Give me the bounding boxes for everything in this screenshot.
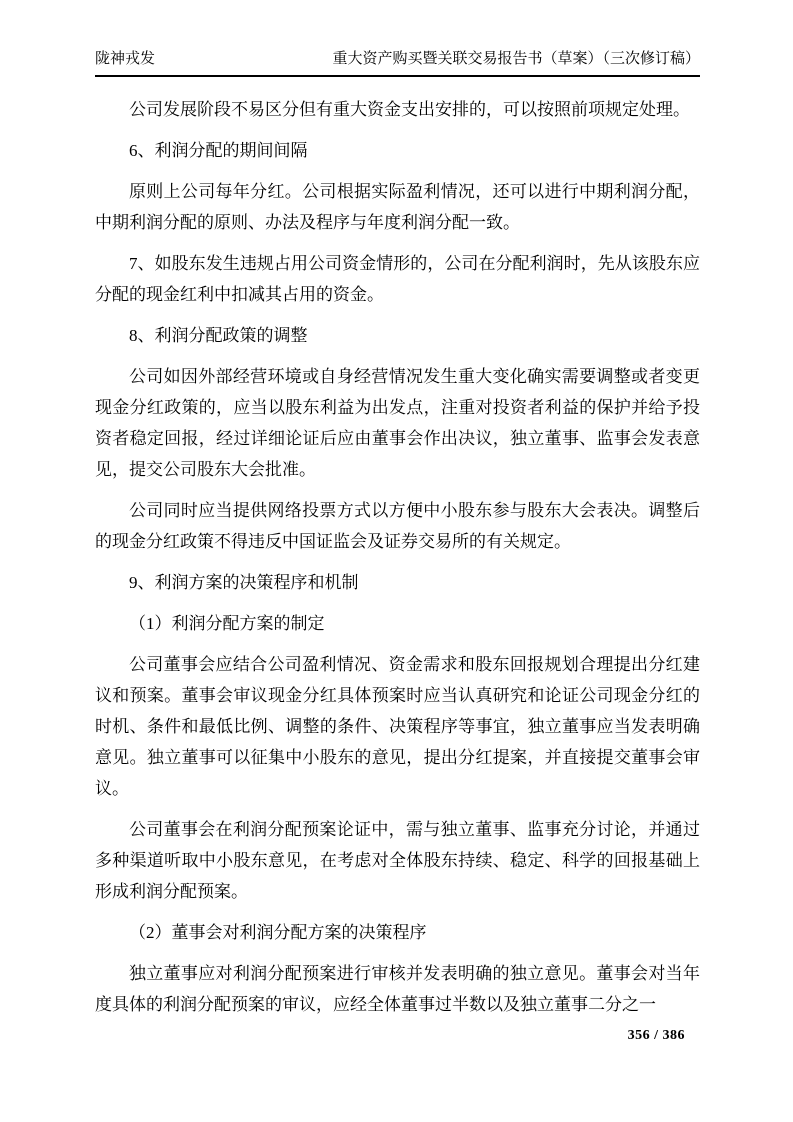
paragraph: 公司董事会在利润分配预案论证中，需与独立董事、监事充分讨论，并通过多种渠道听取中小股东意见，在考虑对全体股东持续、稳定、科学的回报基础上形成利润分配预案。 <box>95 820 700 901</box>
section-heading: 8、利润分配政策的调整 <box>129 326 308 345</box>
page-number: 356 / 386 <box>627 1028 685 1043</box>
paragraph: 独立董事应对利润分配预案进行审核并发表明确的独立意见。董事会对当年度具体的利润分配预案的审议，应经全体董事过半数以及独立董事二分之一 <box>95 964 700 1014</box>
paragraph: 公司如因外部经营环境或自身经营情况发生重大变化确实需要调整或者变更现金分红政策的，应当以股东利益为出发点，注重对投资者利益的保护并给予投资者稳定回报，经过详细论证后应由董事会作出决议，独立董事、监事会发表意见，提交公司股东大会批准。 <box>95 367 700 479</box>
paragraph: 7、如股东发生违规占用公司资金情形的，公司在分配利润时，先从该股东应分配的现金红利中扣减其占用的资金。 <box>95 254 700 304</box>
page-header <box>95 48 700 77</box>
document-body <box>95 94 700 1030</box>
subsection-heading: （1）利润分配方案的制定 <box>129 614 325 633</box>
paragraph: 公司发展阶段不易区分但有重大资金支出安排的，可以按照前项规定处理。 <box>129 100 690 119</box>
paragraph: 公司同时应当提供网络投票方式以方便中小股东参与股东大会表决。调整后的现金分红政策不得违反中国证监会及证券交易所的有关规定。 <box>95 501 700 551</box>
subsection-heading: （2）董事会对利润分配方案的决策程序 <box>129 923 427 942</box>
paragraph: 原则上公司每年分红。公司根据实际盈利情况，还可以进行中期利润分配，中期利润分配的原则、办法及程序与年度利润分配一致。 <box>95 182 700 232</box>
section-heading: 9、利润方案的决策程序和机制 <box>129 573 359 592</box>
header-company-name: 陇神戎发 <box>95 51 156 67</box>
header-document-title: 重大资产购买暨关联交易报告书（草案）（三次修订稿） <box>332 51 700 67</box>
section-heading: 6、利润分配的期间间隔 <box>129 141 308 160</box>
page-footer <box>95 1026 685 1046</box>
paragraph: 公司董事会应结合公司盈利情况、资金需求和股东回报规划合理提出分红建议和预案。董事会审议现金分红具体预案时应当认真研究和论证公司现金分红的时机、条件和最低比例、调整的条件、决策程序等事宜，独立董事应当发表明确意见。独立董事可以征集中小股东的意见，提出分红提案，并直接提交董事会审议。 <box>95 655 700 798</box>
